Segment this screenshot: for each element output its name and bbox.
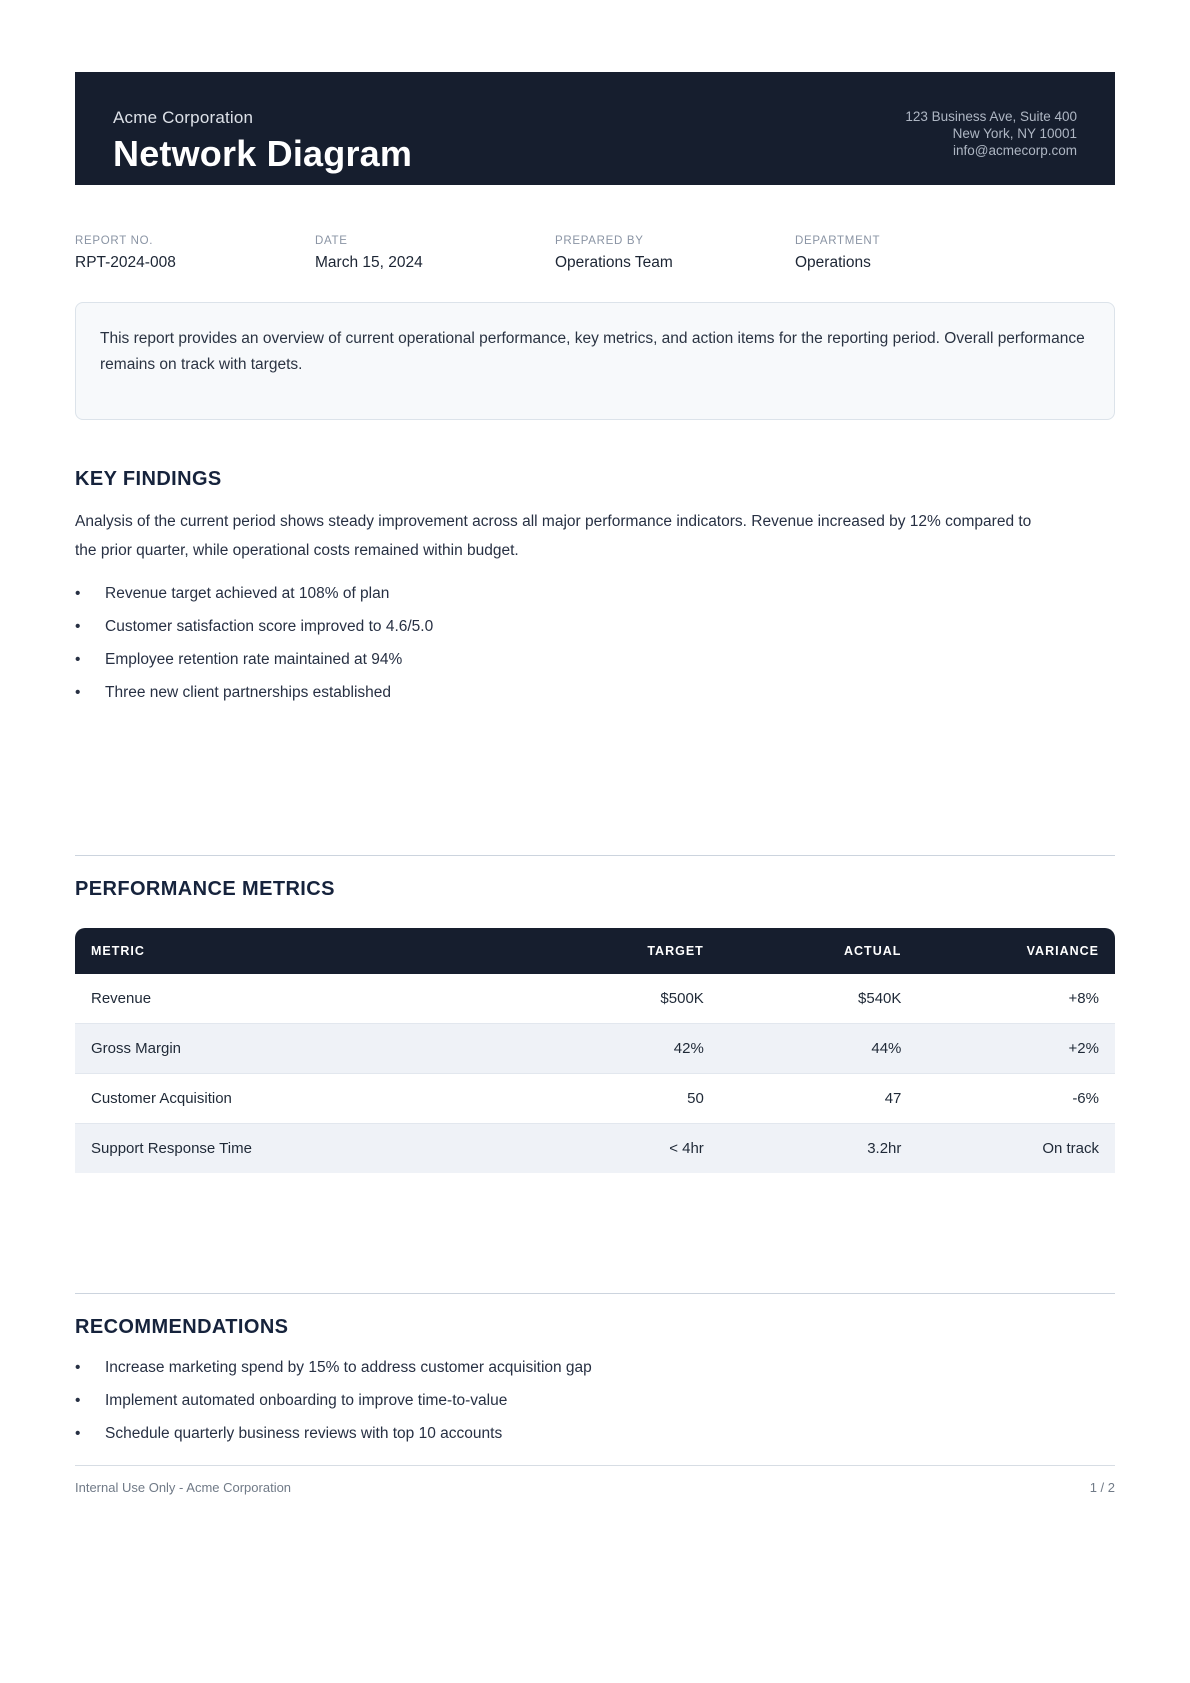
list-item-text: Revenue target achieved at 108% of plan	[105, 585, 390, 602]
header-address	[905, 108, 1077, 185]
meta-value: Operations	[795, 254, 871, 271]
meta-value: RPT-2024-008	[75, 254, 176, 271]
column-header-target: TARGET	[512, 928, 720, 974]
bullet-icon: •	[75, 618, 81, 635]
list-item-text: Customer satisfaction score improved to 4.6/5.0	[105, 618, 434, 635]
cell-target: $500K	[660, 990, 704, 1007]
recommendations-heading: RECOMMENDATIONS	[75, 1316, 289, 1338]
table-row	[75, 974, 1115, 1023]
bullet-icon: •	[75, 1359, 81, 1376]
cell-metric: Gross Margin	[75, 1023, 512, 1073]
address-line: 123 Business Ave, Suite 400	[905, 109, 1077, 124]
footer-confidentiality-text: Internal Use Only - Acme Corporation	[75, 1480, 292, 1495]
column-header-metric: METRIC	[75, 928, 512, 974]
performance-metrics-table	[75, 928, 1115, 1173]
section-divider	[75, 855, 1115, 856]
list-item	[75, 1359, 1115, 1377]
bullet-icon: •	[75, 651, 81, 668]
bullet-icon: •	[75, 585, 81, 602]
meta-prepared-by	[555, 235, 795, 272]
cell-actual: 47	[720, 1073, 918, 1123]
table-row	[75, 1023, 1115, 1073]
column-header-actual: ACTUAL	[720, 928, 918, 974]
cell-actual: 3.2hr	[720, 1123, 918, 1173]
meta-value: Operations Team	[555, 254, 673, 271]
table-row	[75, 1073, 1115, 1123]
list-item	[75, 1392, 1115, 1410]
table-header	[75, 928, 1115, 974]
meta-label: PREPARED BY	[555, 235, 644, 247]
bullet-icon: •	[75, 1425, 81, 1442]
cell-variance: On track	[917, 1123, 1115, 1173]
column-header-variance: VARIANCE	[917, 928, 1115, 974]
list-item-text: Schedule quarterly business reviews with top 10 accounts	[105, 1425, 503, 1442]
list-item	[75, 585, 1115, 603]
list-item-text: Implement automated onboarding to improve time-to-value	[105, 1392, 508, 1409]
bullet-icon: •	[75, 684, 81, 701]
meta-value: March 15, 2024	[315, 254, 423, 271]
page-number: 1 / 2	[1089, 1480, 1115, 1495]
report-header	[75, 72, 1115, 185]
cell-actual: 44%	[720, 1023, 918, 1073]
meta-label: DEPARTMENT	[795, 235, 881, 247]
page-title: Network Diagram	[113, 133, 413, 174]
meta-date	[315, 235, 555, 272]
list-item	[75, 1425, 1115, 1443]
list-item-text: Employee retention rate maintained at 94%	[105, 651, 403, 668]
cell-variance: +2%	[917, 1023, 1115, 1073]
key-findings-list	[75, 585, 1115, 702]
performance-metrics-heading: PERFORMANCE METRICS	[75, 878, 335, 900]
list-item	[75, 618, 1115, 636]
cell-metric: Revenue	[91, 990, 152, 1007]
cell-metric: Support Response Time	[75, 1123, 512, 1173]
recommendations-list	[75, 1359, 1115, 1443]
meta-label: REPORT NO.	[75, 235, 154, 247]
cell-target: < 4hr	[512, 1123, 720, 1173]
cell-variance: -6%	[917, 1073, 1115, 1123]
cell-actual: $540K	[858, 990, 902, 1007]
section-divider	[75, 1293, 1115, 1294]
table-header-row	[75, 928, 1115, 974]
key-findings-heading: KEY FINDINGS	[75, 468, 222, 490]
address-line: New York, NY 10001	[952, 126, 1077, 141]
table-row	[75, 1123, 1115, 1173]
page-footer	[75, 1465, 1115, 1495]
report-meta-row	[75, 235, 1115, 272]
cell-target: 42%	[512, 1023, 720, 1073]
table-body	[75, 974, 1115, 1173]
list-item-text: Increase marketing spend by 15% to address customer acquisition gap	[105, 1359, 592, 1376]
meta-label: DATE	[315, 235, 348, 247]
header-left	[113, 108, 412, 185]
bullet-icon: •	[75, 1392, 81, 1409]
list-item	[75, 684, 1115, 702]
cell-target: 50	[512, 1073, 720, 1123]
cell-variance: +8%	[1068, 990, 1099, 1007]
address-email: info@acmecorp.com	[953, 143, 1077, 158]
key-findings-paragraph: Analysis of the current period shows steady improvement across all major performance indicators. Revenue increased by 12% compared to the prior quarter, while operational costs remained within budget.	[75, 513, 1032, 559]
company-name: Acme Corporation	[113, 108, 254, 127]
list-item	[75, 651, 1115, 669]
summary-box: This report provides an overview of current operational performance, key metrics, and action items for the reporting period. Overall performance remains on track with targets.	[75, 302, 1115, 420]
cell-metric: Customer Acquisition	[75, 1073, 512, 1123]
meta-department	[795, 235, 1035, 272]
meta-report-no	[75, 235, 315, 272]
list-item-text: Three new client partnerships established	[105, 684, 392, 701]
